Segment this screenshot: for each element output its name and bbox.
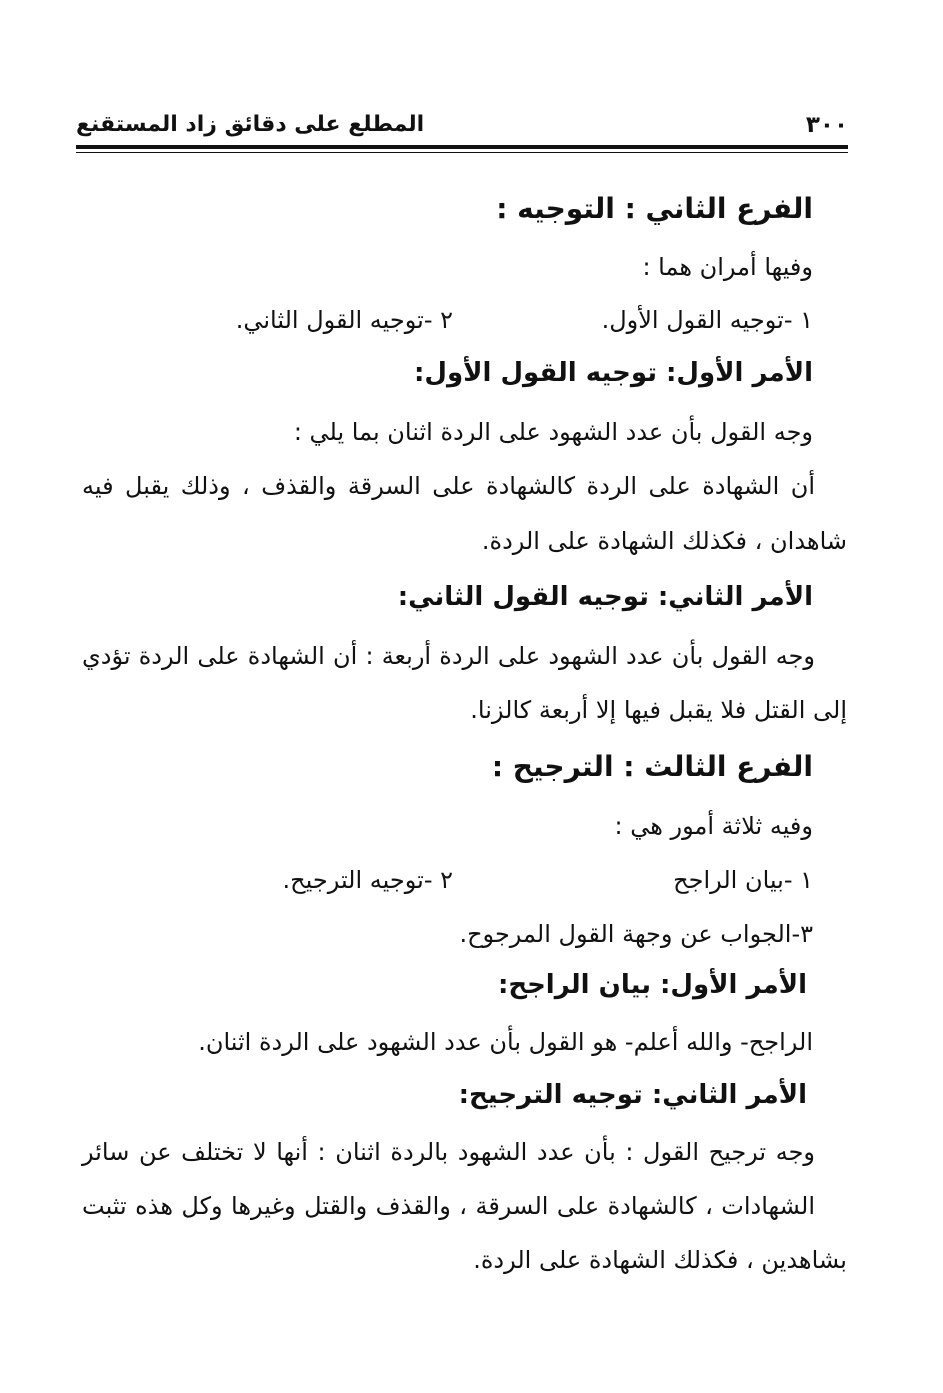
- subsection-heading: الأمر الأول: بيان الراجح:: [497, 970, 807, 1000]
- paragraph-line: شاهدان ، فكذلك الشهادة على الردة.: [481, 527, 847, 555]
- list-item: ١ -توجيه القول الأول.: [601, 306, 813, 334]
- subsection-heading: الأمر الأول: توجيه القول الأول:: [414, 358, 813, 388]
- running-title: المطلع على دقائق زاد المستقنع: [76, 112, 425, 137]
- subsection-heading: الأمر الثاني: توجيه القول الثاني:: [397, 582, 813, 612]
- list-item: ١ -بيان الراجح: [673, 866, 813, 894]
- paragraph-line: وفيه ثلاثة أمور هي :: [614, 812, 813, 840]
- section-heading: الفرع الثالث : الترجيح :: [491, 750, 813, 783]
- page-header: [76, 108, 848, 142]
- section-heading: الفرع الثاني : التوجيه :: [496, 192, 813, 225]
- paragraph-line: وجه القول بأن عدد الشهود على الردة اثنان بما يلي :: [293, 418, 813, 446]
- paragraph-line: الشهادات ، كالشهادة على السرقة ، والقذف والقتل وغيرها وكل هذه تثبت: [82, 1192, 815, 1220]
- header-rule-thin: [76, 152, 848, 153]
- paragraph-line: بشاهدين ، فكذلك الشهادة على الردة.: [473, 1246, 847, 1274]
- list-item: ٣-الجواب عن وجهة القول المرجوح.: [459, 920, 813, 948]
- paragraph-line: وجه ترجيح القول : بأن عدد الشهود بالردة اثنان : أنها لا تختلف عن سائر: [82, 1138, 815, 1166]
- list-item: ٢ -توجيه القول الثاني.: [235, 306, 453, 334]
- subsection-heading: الأمر الثاني: توجيه الترجيح:: [458, 1080, 807, 1110]
- page-number: ٣٠٠: [805, 112, 848, 138]
- list-item: ٢ -توجيه الترجيح.: [282, 866, 453, 894]
- paragraph-line: أن الشهادة على الردة كالشهادة على السرقة والقذف ، وذلك يقبل فيه: [82, 472, 815, 500]
- paragraph-line: الراجح- والله أعلم- هو القول بأن عدد الشهود على الردة اثنان.: [198, 1028, 813, 1056]
- header-rule-thick: [76, 145, 848, 149]
- paragraph-line: وفيها أمران هما :: [642, 253, 813, 281]
- paragraph-line: وجه القول بأن عدد الشهود على الردة أربعة : أن الشهادة على الردة تؤدي: [82, 642, 815, 670]
- paragraph-line: إلى القتل فلا يقبل فيها إلا أربعة كالزنا.: [470, 696, 847, 724]
